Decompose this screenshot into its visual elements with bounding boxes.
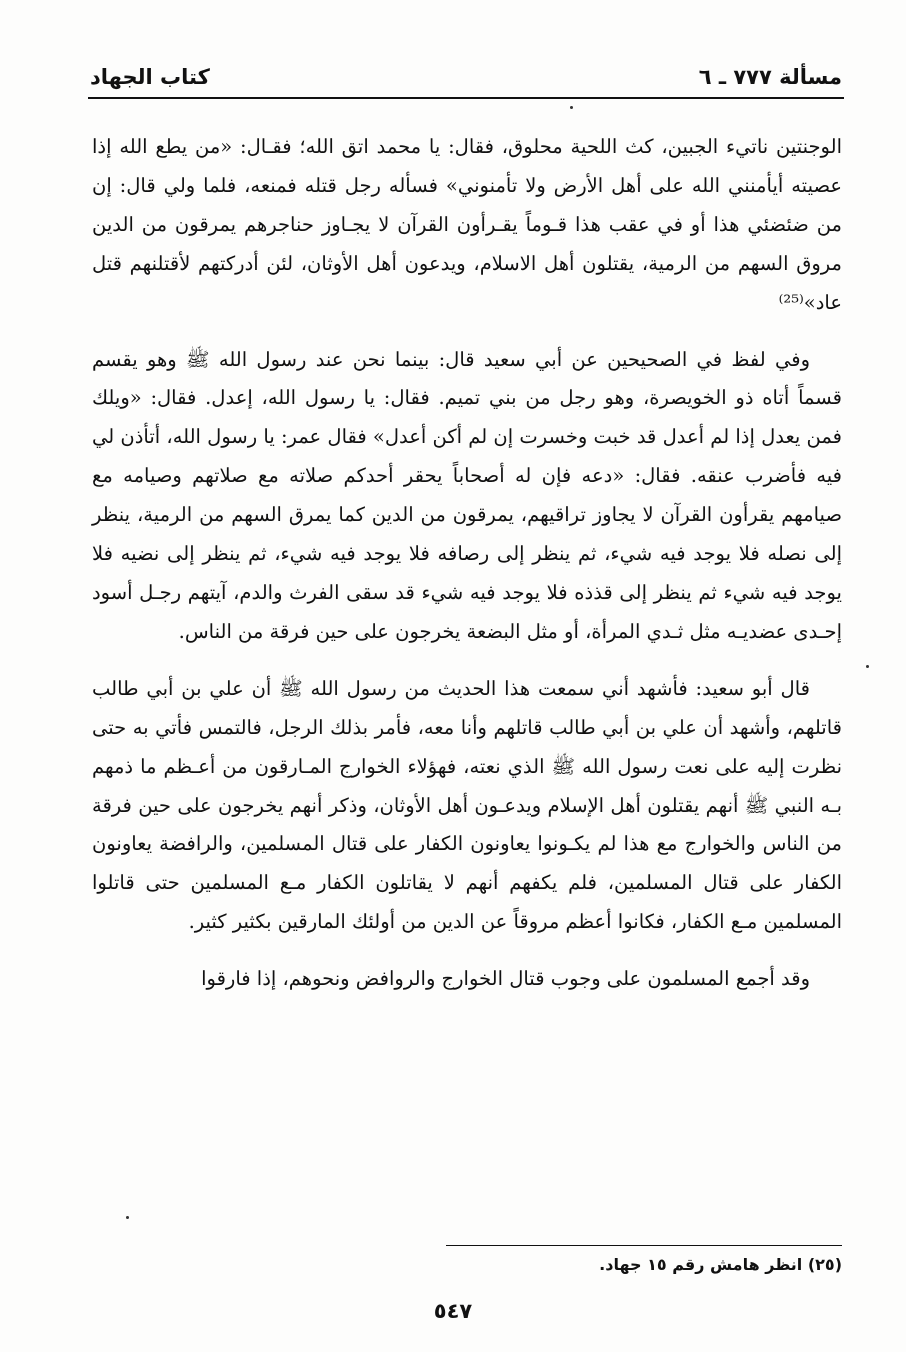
- running-header: [90, 62, 842, 96]
- footnote-rule: [446, 1245, 842, 1246]
- main-text: [92, 128, 842, 999]
- paragraph-sahihain-narration: وفي لفظ في الصحيحين عن أبي سعيد قال: بينما نحن عند رسول الله ﷺ وهو يقسم قسماً أتاه ذو الخويصرة، وهو رجل من بني تميم. فقال: يا رسول الله، إعدل. فقال: «ويلك فمن يعدل إذا لم أعدل قد خبت وخسرت إن لم أكن أعدل» فقال عمر: يا رسول الله، أتأذن لي فيه فأضرب عنقه. فقال: «دعه فإن له أصحاباً يحقر أحدكم صلاته مع صلاتهم وصيامه مع صيامهم يقرأون القرآن لا يجاوز تراقيهم، يمرقون من الدين كما يمرق السهم من الرمية، ينظر إلى نصله فلا يوجد فيه شيء، ثم ينظر إلى رصافه فلا يوجد فيه شيء، ثم ينظر إلى نضيه فلا يوجد فيه شيء ثم ينظر إلى قذذه فلا يوجد فيه شيء قد سقى الفرث والدم، آيتهم رجـل أسود إحـدى عضديـه مثل ثـدي المرأة، أو مثل البضعة يخرجون على حين فرقة من الناس.: [92, 347, 842, 643]
- book-title-heading: كتاب الجهاد: [90, 65, 210, 89]
- header-rule: [88, 97, 844, 99]
- paragraph-abu-said-testimony: قال أبو سعيد: فأشهد أني سمعت هذا الحديث من رسول الله ﷺ أن علي بن أبي طالب قاتلهم، وأشهد أن علي بن أبي طالب قاتلهم وأنا معه، فأمر بذلك الرجل، فالتمس فأتي به حتى نظرت إليه على نعت رسول الله ﷺ الذي نعته، فهؤلاء الخوارج المـارقون من أعـظم ما ذمهم بـه النبي ﷺ أنهم يقتلون أهل الإسلام ويدعـون أهل الأوثان، وذكر أنهم يخرجون على حين فرقة من الناس والخوارج مع هذا لم يكـونوا يعاونون الكفار على قتال المسلمين، والرافضة يعاونون الكفار على قتال المسلمين، فلم يكفهم أنهم لا يقاتلون الكفار مـع المسلمين حتى قاتلوا المسلمين مـع الكفار، فكانوا أعظم مروقاً عن الدين من أولئك المارقين بكثير كثير.: [92, 676, 842, 934]
- paragraph-consensus: وقد أجمع المسلمون على وجوب قتال الخوارج والروافض ونحوهم، إذا فارقوا: [201, 967, 810, 991]
- scan-speck: [866, 665, 869, 668]
- paragraph-hadith-continuation: الوجنتين ناتيء الجبين، كث اللحية محلوق، فقال: يا محمد اتق الله؛ فقـال: «من يطع الله إذا عصيته أيأمنني الله على أهل الأرض ولا تأمنوني» فسأله رجل قتله فمنعه، فلما ولي قال: إن من ضئضئي هذا أو في عقب هذا قـوماً يقـرأون القرآن لا يجـاوز حناجرهم يمرقون من الدين مروق السهم من الرمية، يقتلون أهل الاسلام، ويدعون أهل الأوثان، لئن أدركتهم لأقتلنهم قتل عاد»⁽²⁵⁾: [92, 135, 842, 314]
- issue-number-heading: مسألة ٧٧٧ ـ ٦: [698, 65, 842, 89]
- scan-speck: [570, 106, 573, 109]
- page-number: ٥٤٧: [433, 1299, 473, 1323]
- footnote: (٢٥) انظر هامش رقم ١٥ جهاد.: [599, 1255, 842, 1274]
- scan-speck: [126, 1216, 129, 1219]
